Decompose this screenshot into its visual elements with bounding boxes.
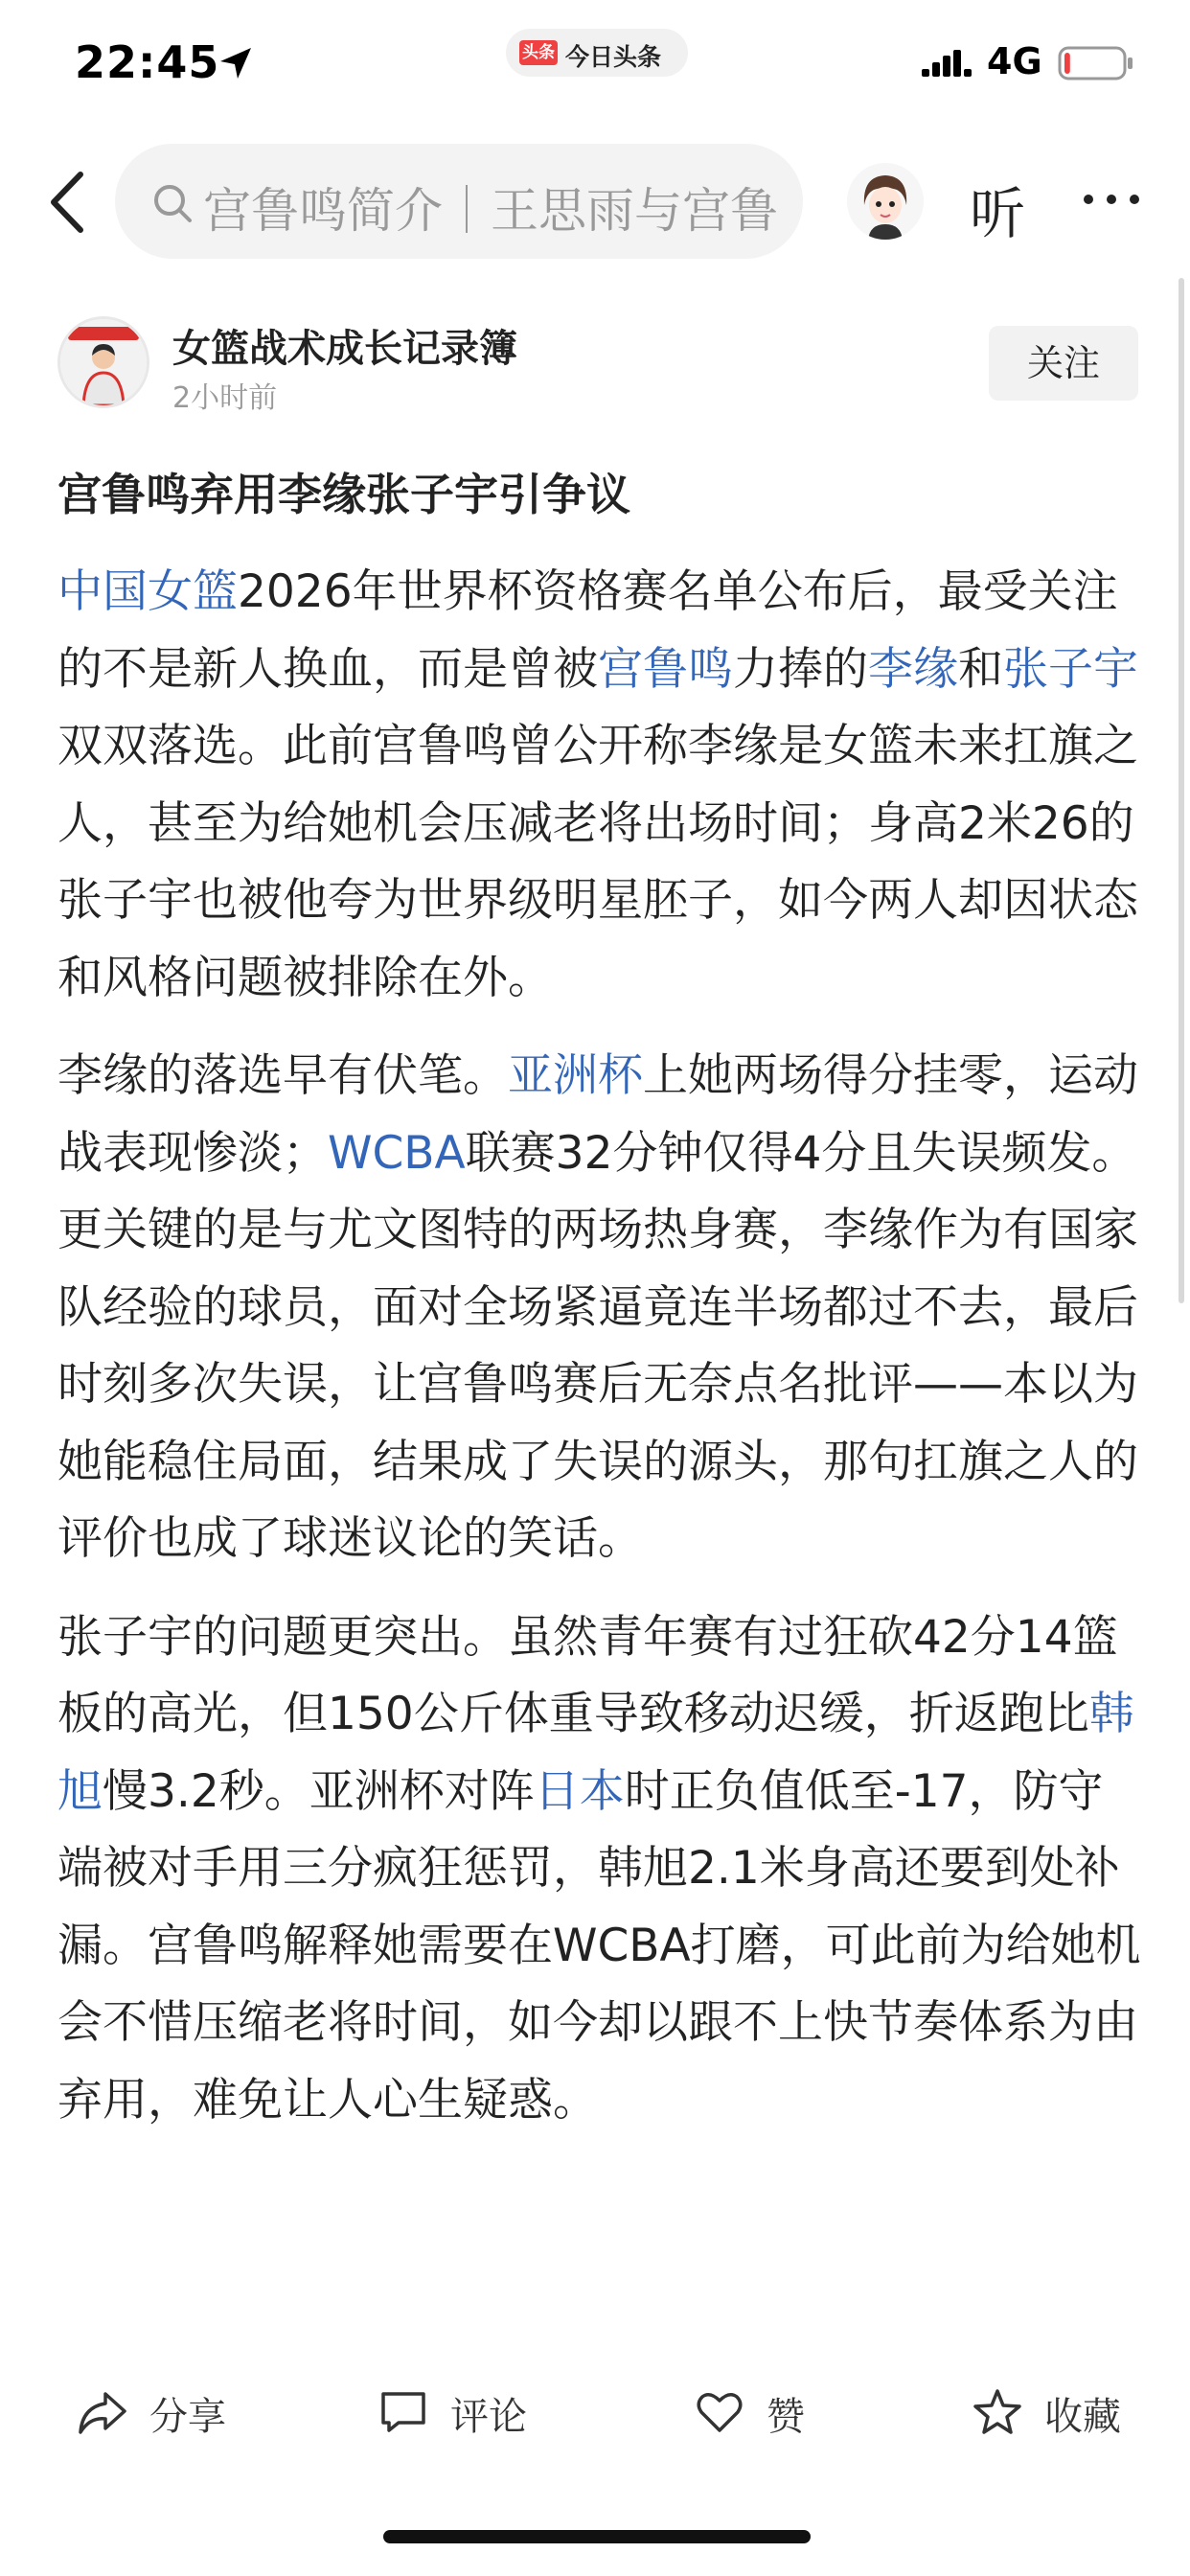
network-type: 4G bbox=[987, 40, 1042, 82]
status-time: 22:45 bbox=[75, 36, 220, 88]
status-bar bbox=[0, 0, 1190, 125]
article-text: 慢3.2秒。亚洲杯对阵 bbox=[103, 1764, 535, 1818]
like-button[interactable] bbox=[694, 2382, 847, 2440]
location-arrow-icon bbox=[217, 44, 255, 82]
listen-button[interactable]: 听 bbox=[970, 181, 1026, 246]
post-time: 2小时前 bbox=[172, 381, 278, 415]
article-text: 双双落选。此前宫鲁鸣曾公开称李缘是女篮未来扛旗之人，甚至为给她机会压减老将出场时间；身高2米26的张子宇也被他夸为世界级明星胚子，如今两人却因状态和风格问题被排除在外。 bbox=[57, 720, 1138, 1004]
battery-level-fill bbox=[1064, 53, 1070, 74]
home-indicator bbox=[383, 2530, 811, 2543]
entity-link[interactable]: 张子宇 bbox=[1003, 642, 1138, 696]
share-icon bbox=[77, 2388, 128, 2436]
share-label: 分享 bbox=[149, 2395, 226, 2439]
star-icon bbox=[972, 2388, 1023, 2436]
entity-link[interactable]: 宫鲁鸣 bbox=[598, 642, 733, 696]
entity-link[interactable]: 韩旭 bbox=[57, 1688, 1134, 1818]
heart-icon bbox=[694, 2388, 745, 2436]
article-text: 张子宇的问题更突出。虽然青年赛有过狂砍42分14篮板的高光，但150公斤体重导致移动迟缓，折返跑比 bbox=[57, 1610, 1118, 1740]
article-text: 李缘的落选早有伏笔。 bbox=[57, 1049, 508, 1102]
entity-link[interactable]: 李缘 bbox=[868, 642, 958, 696]
toutiao-logo: 头条 bbox=[519, 40, 558, 65]
cartoon-avatar-icon bbox=[847, 163, 924, 240]
article-text: 和 bbox=[958, 642, 1003, 696]
author-name[interactable]: 女篮战术成长记录簿 bbox=[172, 327, 517, 371]
entity-link[interactable]: 日本 bbox=[534, 1764, 625, 1818]
entity-link[interactable]: 亚洲杯 bbox=[508, 1049, 643, 1102]
article-text: 力捧的 bbox=[733, 642, 868, 696]
cellular-signal-icon bbox=[922, 50, 973, 80]
back-chevron-icon[interactable] bbox=[42, 169, 94, 236]
comment-label: 评论 bbox=[450, 2395, 527, 2439]
bottom-action-bar bbox=[0, 2354, 1190, 2488]
article-paragraph bbox=[57, 1599, 1146, 2140]
article-paragraph bbox=[57, 1038, 1146, 1578]
entity-link[interactable]: WCBA bbox=[328, 1126, 466, 1180]
article-body bbox=[57, 554, 1146, 2352]
comment-icon bbox=[378, 2388, 429, 2436]
comment-button[interactable] bbox=[378, 2382, 569, 2440]
user-avatar[interactable] bbox=[847, 163, 924, 240]
more-dots-icon[interactable] bbox=[1081, 188, 1142, 211]
like-label: 赞 bbox=[767, 2395, 805, 2439]
favorite-label: 收藏 bbox=[1044, 2395, 1121, 2439]
article-text: 上她两场得分挂零，运动战表现惨淡； bbox=[57, 1049, 1138, 1180]
article-title: 宫鲁鸣弃用李缘张子宇引争议 bbox=[57, 469, 630, 520]
follow-button[interactable]: 关注 bbox=[989, 326, 1138, 401]
author-avatar[interactable] bbox=[57, 316, 149, 408]
entity-link[interactable]: 中国女篮 bbox=[57, 565, 238, 618]
source-app-name: 今日头条 bbox=[565, 43, 662, 71]
search-query-text: 宫鲁鸣简介｜王思雨与宫鲁 bbox=[203, 183, 778, 239]
search-icon bbox=[151, 182, 194, 224]
article-text: 2026年世界杯资格赛名单公布后，最受关注的不是新人换血，而是曾被 bbox=[57, 565, 1118, 696]
search-bar[interactable] bbox=[115, 144, 803, 259]
battery-icon bbox=[1058, 44, 1134, 82]
source-app-pill[interactable] bbox=[506, 29, 688, 77]
share-button[interactable] bbox=[77, 2382, 268, 2440]
article-paragraph bbox=[57, 554, 1146, 1017]
article-text: 联赛32分钟仅得4分且失误频发。更关键的是与尤文图特的两场热身赛，李缘作为有国家队经验的球员，面对全场紧逼竟连半场都过不去，最后时刻多次失误，让宫鲁鸣赛后无奈点名批评——本以为她能稳住局面，结果成了失误的源头，那句扛旗之人的评价也成了球迷议论的笑话。 bbox=[57, 1126, 1138, 1565]
scroll-indicator bbox=[1179, 278, 1184, 1303]
favorite-button[interactable] bbox=[972, 2382, 1163, 2440]
basketball-player-avatar-icon bbox=[60, 319, 147, 405]
article-text: 时正负值低至-17，防守端被对手用三分疯狂惩罚，韩旭2.1米身高还要到处补漏。宫鲁鸣解释她需要在WCBA打磨，可此前为给她机会不惜压缩老将时间，如今却以跟不上快节奏体系为由弃用，难免让人心生疑惑。 bbox=[57, 1764, 1141, 2127]
